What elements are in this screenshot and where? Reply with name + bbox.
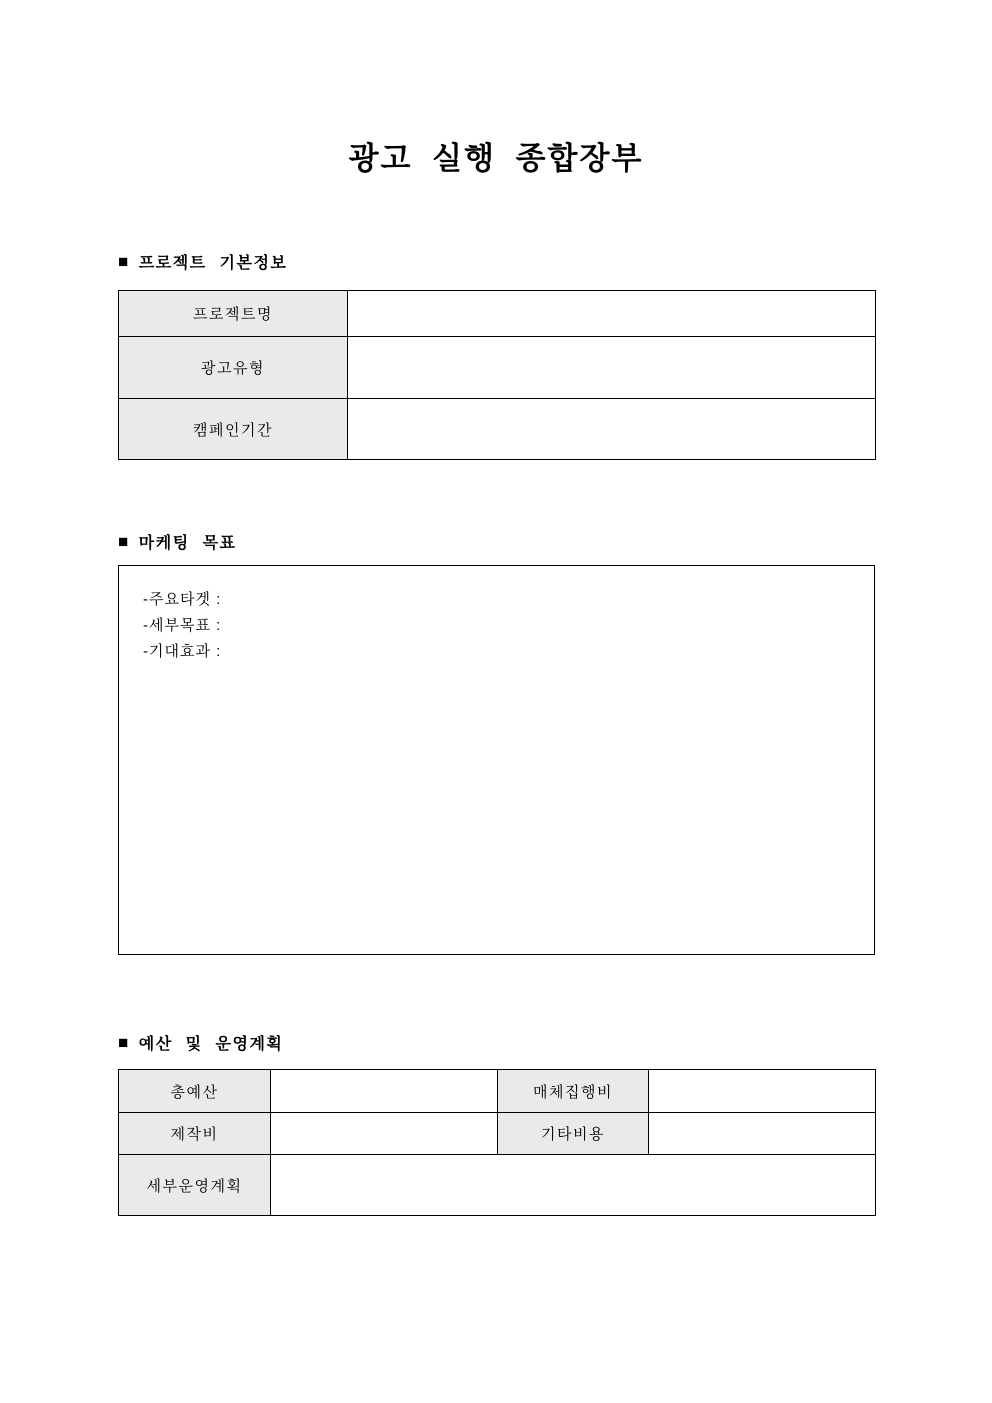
table-row — [119, 291, 876, 337]
ad-type-label: 광고유형 — [119, 337, 348, 399]
media-execution-cost-label: 매체집행비 — [498, 1070, 649, 1113]
section-heading-project-info — [118, 250, 287, 273]
project-name-label: 프로젝트명 — [119, 291, 348, 337]
table-row — [119, 399, 876, 460]
section-heading-budget-plan — [118, 1031, 283, 1054]
media-execution-cost-value — [649, 1070, 876, 1113]
budget-table — [118, 1069, 876, 1216]
table-row — [119, 337, 876, 399]
project-info-table — [118, 290, 876, 460]
other-cost-value — [649, 1113, 876, 1155]
section-heading-project-info-label: 프로젝트 기본정보 — [138, 255, 288, 272]
goal-line-expected-effect: -기대효과 : — [143, 643, 222, 660]
campaign-period-label: 캠페인기간 — [119, 399, 348, 460]
table-row — [119, 1070, 876, 1113]
project-name-value — [348, 291, 876, 337]
table-row — [119, 1113, 876, 1155]
table-row — [119, 1155, 876, 1216]
campaign-period-value — [348, 399, 876, 460]
marketing-goals-box — [118, 565, 875, 955]
section-bullet-icon: ■ — [118, 532, 130, 551]
section-bullet-icon: ■ — [118, 1033, 130, 1052]
ad-type-value — [348, 337, 876, 399]
section-heading-marketing-goals-label: 마케팅 목표 — [138, 535, 237, 552]
goal-line-detail-goal: -세부목표 : — [143, 617, 222, 634]
total-budget-value — [271, 1070, 498, 1113]
section-bullet-icon: ■ — [118, 252, 130, 271]
document-title: 광고 실행 종합장부 — [348, 141, 644, 176]
production-cost-label: 제작비 — [119, 1113, 271, 1155]
detail-operation-plan-label: 세부운영계획 — [119, 1155, 271, 1216]
total-budget-label: 총예산 — [119, 1070, 271, 1113]
section-heading-marketing-goals — [118, 530, 237, 553]
goal-line-main-target: -주요타겟 : — [143, 591, 222, 608]
other-cost-label: 기타비용 — [498, 1113, 649, 1155]
detail-operation-plan-value — [271, 1155, 876, 1216]
production-cost-value — [271, 1113, 498, 1155]
section-heading-budget-plan-label: 예산 및 운영계획 — [138, 1036, 284, 1053]
